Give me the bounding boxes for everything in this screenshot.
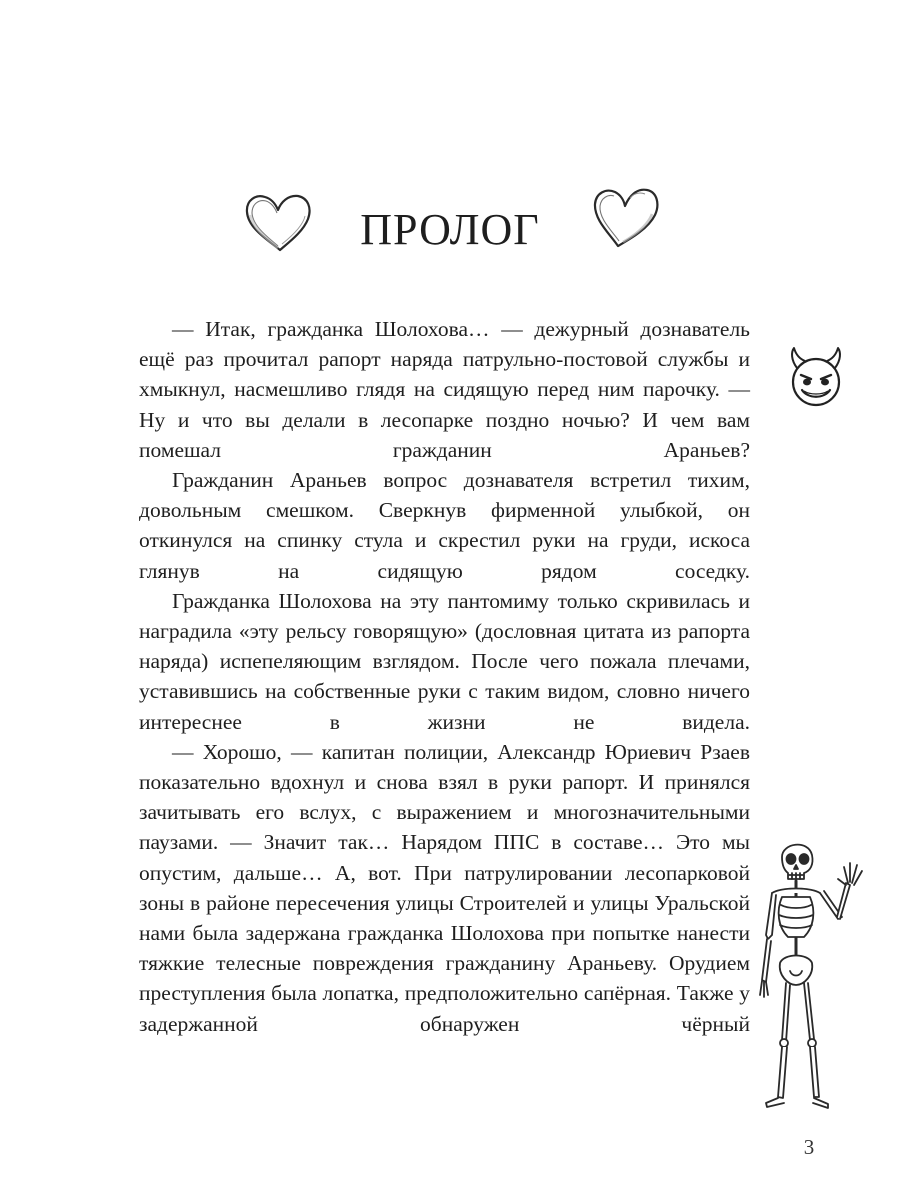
chapter-title: ПРОЛОГ [360,205,540,254]
devil-emoji-icon [785,346,847,408]
paragraph: — Хорошо, — капитан полиции, Александр Юриевич Рзаев показательно вдохнул и снова взял в руки рапорт. И принялся зачитывать его вслух, с выражением и многозначительными паузами. — Значит так… Нарядом ППС в составе… Это мы опустим, дальше… А, вот. При патрулировании лесопарковой зоны в районе пересечения улицы Строителей и улицы Уральской нами была задержана гражданка Шолохова при попытке нанести тяжкие телесные повреждения гражданину Араньеву. Орудием преступления была лопатка, предположительно сапёрная. Также у задержанной обнаружен чёрный [139,739,750,1036]
paragraph: — Итак, гражданка Шолохова… — дежурный дознаватель ещё раз прочитал рапорт наряда патрульно-постовой службы и хмыкнул, насмешливо глядя на сидящую перед ним парочку. — Ну и что вы делали в лесопарке поздно ночью? И чем вам помешал гражданин Араньев? [139,317,750,462]
heart-icon [588,184,662,252]
paragraph: Гражданин Араньев вопрос дознавателя встретил тихим, довольным смешком. Сверкнув фирменной улыбкой, он откинулся на спинку стула и скрестил руки на груди, искоса глянув на сидящую рядом соседку. [139,468,750,583]
paragraph: Гражданка Шолохова на эту пантомиму только скривилась и наградила «эту рельсу говорящую» (дословная цитата из рапорта наряда) испепеляющим взглядом. После чего пожала плечами, уставившись на собственные руки с таким видом, словно ничего интереснее в жизни не видела. [139,588,750,734]
waving-skeleton-icon [758,835,873,1120]
page-number: 3 [803,1135,815,1159]
prologue-text [139,314,750,1039]
